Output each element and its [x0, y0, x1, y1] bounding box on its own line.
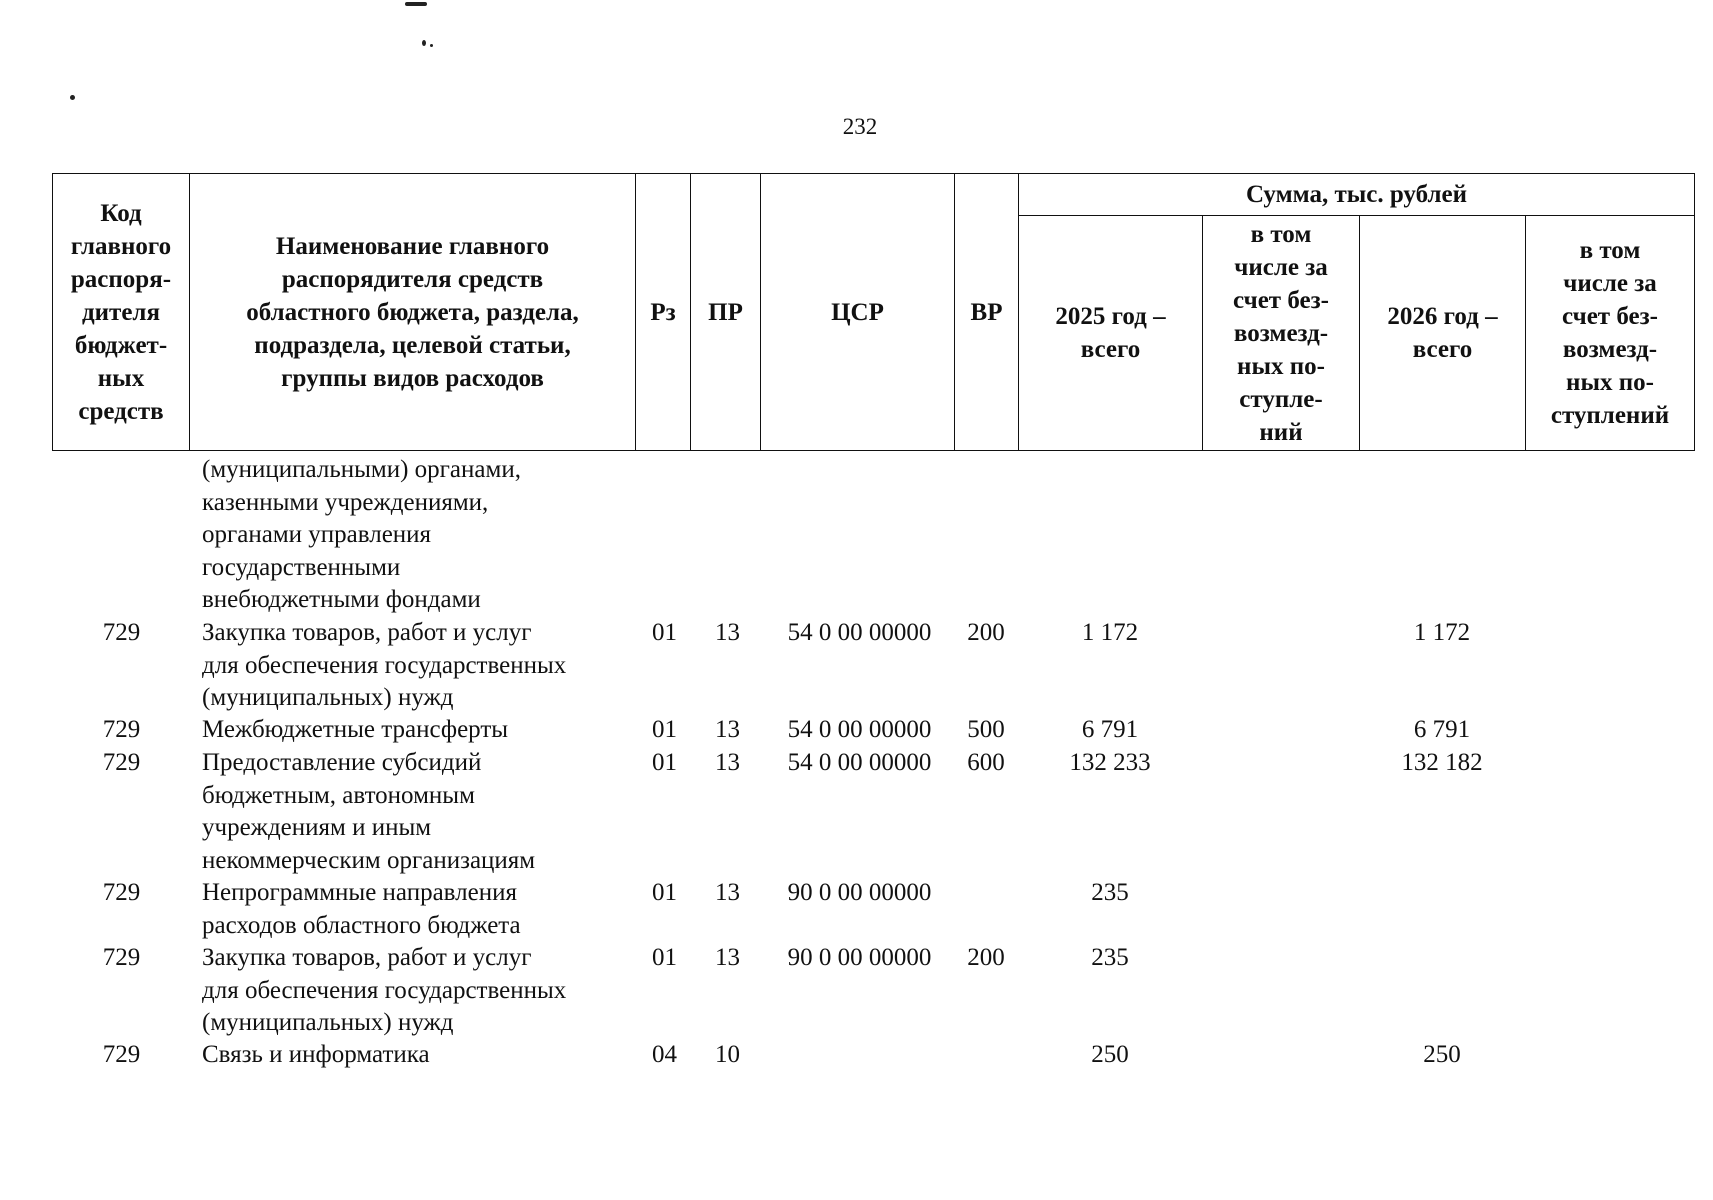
cell-pr: 13 — [715, 619, 740, 646]
cell-code: 729 — [102, 879, 141, 906]
cell-vr: 500 — [967, 716, 1005, 743]
cell-csr: 54 0 00 00000 — [787, 619, 932, 646]
header-2026-total: 2026 год – всего — [1360, 216, 1526, 451]
cell-csr: 90 0 00 00000 — [787, 879, 932, 906]
cell-rz: 04 — [652, 1041, 677, 1068]
header-pr: ПР — [691, 174, 761, 451]
cell-name: Связь и информатика — [202, 1041, 430, 1068]
cell-rz: 01 — [652, 944, 677, 971]
scan-speck — [430, 44, 433, 47]
cell-code: 729 — [102, 1041, 141, 1068]
header-rz: Рз — [636, 174, 691, 451]
header-sum-group: Сумма, тыс. рублей — [1019, 174, 1695, 216]
cell-code: 729 — [102, 944, 141, 971]
header-code: Код главного распоря- дителя бюджет- ных средств — [53, 174, 190, 451]
cell-name: (муниципальными) органами, казенными учреждениями, органами управления государственными внебюджетными фондами — [202, 456, 521, 613]
header-2025-total: 2025 год – всего — [1019, 216, 1203, 451]
cell-2025-total: 6 791 — [1081, 716, 1139, 743]
cell-csr: 54 0 00 00000 — [787, 749, 932, 776]
budget-table-body — [52, 454, 1694, 1072]
scan-speck — [422, 40, 426, 46]
cell-code: 729 — [102, 749, 141, 776]
header-vr: ВР — [955, 174, 1019, 451]
cell-vr: 200 — [967, 619, 1005, 646]
table-row — [52, 1039, 1694, 1072]
cell-csr: 90 0 00 00000 — [787, 944, 932, 971]
table-row — [52, 747, 1694, 877]
table-row — [52, 454, 1694, 617]
cell-2026-total: 250 — [1423, 1041, 1461, 1068]
cell-name: Закупка товаров, работ и услуг для обеспечения государственных (муниципальных) нужд — [202, 944, 567, 1036]
cell-2025-total: 235 — [1091, 944, 1129, 971]
cell-vr: 200 — [967, 944, 1005, 971]
table-row — [52, 617, 1694, 714]
header-2026-grants: в том числе за счет без- возмезд- ных по- ступлений — [1526, 216, 1695, 451]
table-row — [52, 877, 1694, 942]
cell-pr: 13 — [715, 749, 740, 776]
cell-2026-total: 1 172 — [1413, 619, 1471, 646]
cell-2025-total: 250 — [1091, 1041, 1129, 1068]
header-name: Наименование главного распорядителя средств областного бюджета, раздела, подраздела, целевой статьи, группы видов расходов — [190, 174, 636, 451]
cell-pr: 13 — [715, 716, 740, 743]
cell-2025-total: 1 172 — [1081, 619, 1139, 646]
cell-rz: 01 — [652, 716, 677, 743]
cell-pr: 13 — [715, 944, 740, 971]
header-2025-grants: в том числе за счет без- возмезд- ных по- ступле- ний — [1203, 216, 1360, 451]
table-row — [52, 942, 1694, 1039]
header-csr: ЦСР — [761, 174, 955, 451]
page-number: 232 — [842, 114, 878, 139]
cell-2026-total: 6 791 — [1413, 716, 1471, 743]
cell-2025-total: 132 233 — [1069, 749, 1151, 776]
cell-rz: 01 — [652, 879, 677, 906]
cell-code: 729 — [102, 619, 141, 646]
cell-name: Межбюджетные трансферты — [202, 716, 509, 743]
cell-pr: 13 — [715, 879, 740, 906]
cell-pr: 10 — [715, 1041, 740, 1068]
budget-table-header — [52, 173, 1695, 451]
scan-speck — [405, 2, 427, 6]
cell-code: 729 — [102, 716, 141, 743]
scan-speck — [70, 95, 75, 100]
cell-2025-total: 235 — [1091, 879, 1129, 906]
cell-name: Предоставление субсидий бюджетным, автономным учреждениям и иным некоммерческим организациям — [202, 749, 536, 874]
cell-name: Непрограммные направления расходов областного бюджета — [202, 879, 521, 939]
cell-rz: 01 — [652, 619, 677, 646]
cell-vr: 600 — [967, 749, 1005, 776]
cell-csr: 54 0 00 00000 — [787, 716, 932, 743]
cell-2026-total: 132 182 — [1401, 749, 1483, 776]
cell-name: Закупка товаров, работ и услуг для обеспечения государственных (муниципальных) нужд — [202, 619, 567, 711]
table-row — [52, 714, 1694, 747]
cell-rz: 01 — [652, 749, 677, 776]
